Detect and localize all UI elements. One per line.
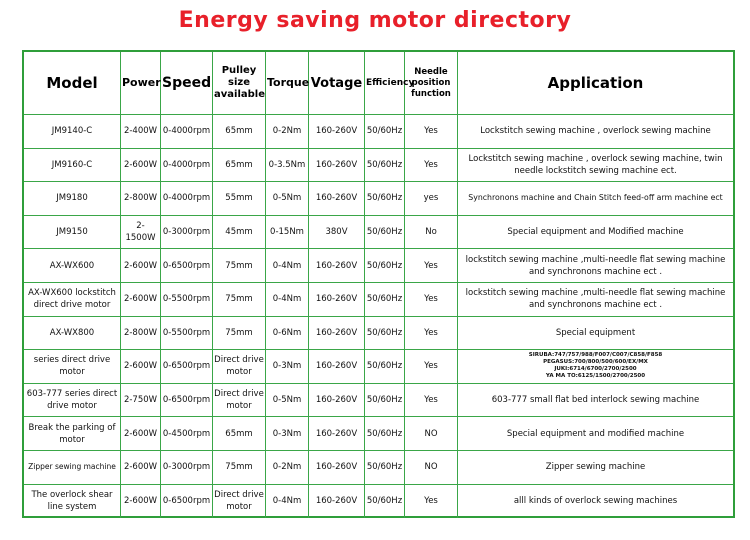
cell-voltage: 160-260V xyxy=(309,417,365,451)
cell-efficiency: 50/60Hz xyxy=(365,485,405,519)
cell-power: 2-1500W xyxy=(121,216,161,250)
cell-speed: 0-6500rpm xyxy=(161,384,213,418)
header-power: Power xyxy=(121,52,161,115)
cell-voltage: 380V xyxy=(309,216,365,250)
table-row xyxy=(24,317,733,351)
cell-pulley: 75mm xyxy=(213,283,266,317)
header-speed: Speed xyxy=(161,52,213,115)
cell-power: 2-600W xyxy=(121,417,161,451)
cell-speed: 0-4000rpm xyxy=(161,149,213,183)
cell-model: JM9150 xyxy=(24,216,121,250)
motor-directory-table xyxy=(24,52,733,518)
cell-efficiency: 50/60Hz xyxy=(365,115,405,149)
cell-needle: Yes xyxy=(405,317,458,351)
page-title: Energy saving motor directory xyxy=(178,8,572,33)
cell-needle: yes xyxy=(405,182,458,216)
cell-speed: 0-6500rpm xyxy=(161,485,213,519)
cell-application: Zipper sewing machine xyxy=(458,451,733,485)
table-row xyxy=(24,384,733,418)
cell-power: 2-600W xyxy=(121,451,161,485)
cell-application: alll kinds of overlock sewing machines xyxy=(513,496,678,507)
header-efficiency: Efficiency xyxy=(365,52,405,115)
application-line: SIRUBA:747/757/988/F007/C007/C858/F858 xyxy=(528,352,663,359)
cell-application xyxy=(458,350,733,384)
cell-power: 2-400W xyxy=(121,115,161,149)
cell-voltage: 160-260V xyxy=(309,485,365,519)
cell-voltage: 160-260V xyxy=(309,384,365,418)
cell-application: lockstitch sewing machine ,multi-needle flat sewing machine and synchronons machine ect . xyxy=(458,249,733,283)
header-pulley: Pulley size available xyxy=(213,52,266,115)
cell-efficiency: 50/60Hz xyxy=(365,417,405,451)
cell-voltage: 160-260V xyxy=(309,283,365,317)
cell-model: AX-WX600 lockstitch direct drive motor xyxy=(24,283,121,317)
cell-pulley: Direct drive motor xyxy=(213,384,266,418)
cell-efficiency: 50/60Hz xyxy=(365,283,405,317)
cell-pulley: 55mm xyxy=(213,182,266,216)
cell-pulley: 75mm xyxy=(213,451,266,485)
cell-application: Synchronons machine and Chain Stitch feed-off arm machine ect xyxy=(458,182,733,216)
header-application: Application xyxy=(458,52,733,115)
cell-application: 603-777 small flat bed interlock sewing machine xyxy=(458,384,733,418)
cell-pulley: 75mm xyxy=(213,317,266,351)
cell-needle: Yes xyxy=(405,149,458,183)
cell-torque: 0-4Nm xyxy=(266,249,309,283)
cell-voltage: 160-260V xyxy=(309,149,365,183)
cell-pulley: Direct drive motor xyxy=(213,485,266,519)
cell-efficiency: 50/60Hz xyxy=(365,451,405,485)
table-row xyxy=(24,350,733,384)
application-line: YA MA TO:6125/1500/2700/2500 xyxy=(545,373,646,380)
table-row xyxy=(24,249,733,283)
cell-speed: 0-6500rpm xyxy=(161,249,213,283)
table-row xyxy=(24,417,733,451)
cell-speed: 0-5500rpm xyxy=(161,317,213,351)
cell-needle: No xyxy=(405,216,458,250)
cell-torque: 0-5Nm xyxy=(266,384,309,418)
cell-voltage: 160-260V xyxy=(309,451,365,485)
cell-efficiency: 50/60Hz xyxy=(365,384,405,418)
cell-speed: 0-4000rpm xyxy=(161,115,213,149)
cell-pulley: 75mm xyxy=(213,249,266,283)
application-line: PEGASUS:700/800/500/600/EX/MX xyxy=(543,359,648,366)
cell-model: AX-WX800 xyxy=(24,317,121,351)
table-row xyxy=(24,451,733,485)
cell-application: lockstitch sewing machine ,multi-needle flat sewing machine and synchronons machine ect . xyxy=(458,283,733,317)
cell-application: Lockstitch sewing machine , overlock sewing machine xyxy=(458,115,733,149)
cell-speed: 0-4000rpm xyxy=(161,182,213,216)
header-needle: Needle position function xyxy=(405,52,458,115)
cell-model: series direct drive motor xyxy=(24,350,121,384)
cell-pulley: 65mm xyxy=(213,115,266,149)
cell-needle: Yes xyxy=(405,485,458,519)
cell-torque: 0-4Nm xyxy=(266,485,309,519)
header-model: Model xyxy=(24,52,121,115)
cell-efficiency: 50/60Hz xyxy=(365,149,405,183)
cell-torque: 0-15Nm xyxy=(266,216,309,250)
cell-speed: 0-5500rpm xyxy=(161,283,213,317)
cell-needle: NO xyxy=(405,417,458,451)
cell-needle: NO xyxy=(405,451,458,485)
table-row xyxy=(24,182,733,216)
table-row xyxy=(24,283,733,317)
cell-needle: Yes xyxy=(405,350,458,384)
cell-power: 2-800W xyxy=(121,182,161,216)
table-row xyxy=(24,485,733,519)
cell-power: 2-600W xyxy=(121,283,161,317)
cell-speed: 0-3000rpm xyxy=(161,216,213,250)
cell-pulley: 65mm xyxy=(213,417,266,451)
cell-speed: 0-4500rpm xyxy=(161,417,213,451)
cell-needle: Yes xyxy=(405,384,458,418)
cell-model: JM9180 xyxy=(24,182,121,216)
header-row xyxy=(24,52,733,115)
cell-speed: 0-6500rpm xyxy=(161,350,213,384)
cell-efficiency: 50/60Hz xyxy=(365,182,405,216)
header-torque: Torque xyxy=(266,52,309,115)
cell-voltage: 160-260V xyxy=(309,249,365,283)
cell-torque: 0-2Nm xyxy=(266,451,309,485)
cell-model: 603-777 series direct drive motor xyxy=(24,384,121,418)
cell-efficiency: 50/60Hz xyxy=(365,350,405,384)
cell-power: 2-600W xyxy=(121,350,161,384)
cell-pulley: 45mm xyxy=(213,216,266,250)
cell-power: 2-600W xyxy=(121,149,161,183)
cell-voltage: 160-260V xyxy=(309,350,365,384)
cell-model: Zipper sewing machine xyxy=(24,451,121,485)
cell-efficiency: 50/60Hz xyxy=(365,249,405,283)
cell-application: Lockstitch sewing machine , overlock sewing machine, twin needle lockstitch sewing machine ect. xyxy=(458,149,733,183)
table-row xyxy=(24,149,733,183)
cell-model: JM9140-C xyxy=(24,115,121,149)
application-line: JUKI:6714/6700/2700/2500 xyxy=(554,366,637,373)
cell-torque: 0-6Nm xyxy=(266,317,309,351)
header-voltage: Votage xyxy=(309,52,365,115)
cell-power: 2-750W xyxy=(121,384,161,418)
cell-pulley: Direct drive motor xyxy=(213,350,266,384)
cell-power: 2-600W xyxy=(121,485,161,519)
cell-efficiency: 50/60Hz xyxy=(365,216,405,250)
cell-torque: 0-2Nm xyxy=(266,115,309,149)
cell-torque: 0-3Nm xyxy=(266,417,309,451)
cell-model: Break the parking of motor xyxy=(24,417,121,451)
cell-model: AX-WX600 xyxy=(24,249,121,283)
cell-needle: Yes xyxy=(405,115,458,149)
cell-needle: Yes xyxy=(405,283,458,317)
cell-model: JM9160-C xyxy=(24,149,121,183)
cell-voltage: 160-260V xyxy=(309,317,365,351)
cell-torque: 0-3.5Nm xyxy=(266,149,309,183)
cell-torque: 0-4Nm xyxy=(266,283,309,317)
cell-efficiency: 50/60Hz xyxy=(365,317,405,351)
cell-voltage: 160-260V xyxy=(309,182,365,216)
table-row xyxy=(24,115,733,149)
cell-needle: Yes xyxy=(405,249,458,283)
cell-voltage: 160-260V xyxy=(309,115,365,149)
cell-torque: 0-5Nm xyxy=(266,182,309,216)
cell-application: Special equipment and modified machine xyxy=(458,417,733,451)
cell-application: Special equipment xyxy=(458,317,733,351)
cell-model: The overlock shear line system xyxy=(24,485,121,519)
cell-power: 2-800W xyxy=(121,317,161,351)
table-row xyxy=(24,216,733,250)
cell-power: 2-600W xyxy=(121,249,161,283)
cell-torque: 0-3Nm xyxy=(266,350,309,384)
cell-pulley: 65mm xyxy=(213,149,266,183)
cell-speed: 0-3000rpm xyxy=(161,451,213,485)
cell-application: Special equipment and Modified machine xyxy=(458,216,733,250)
